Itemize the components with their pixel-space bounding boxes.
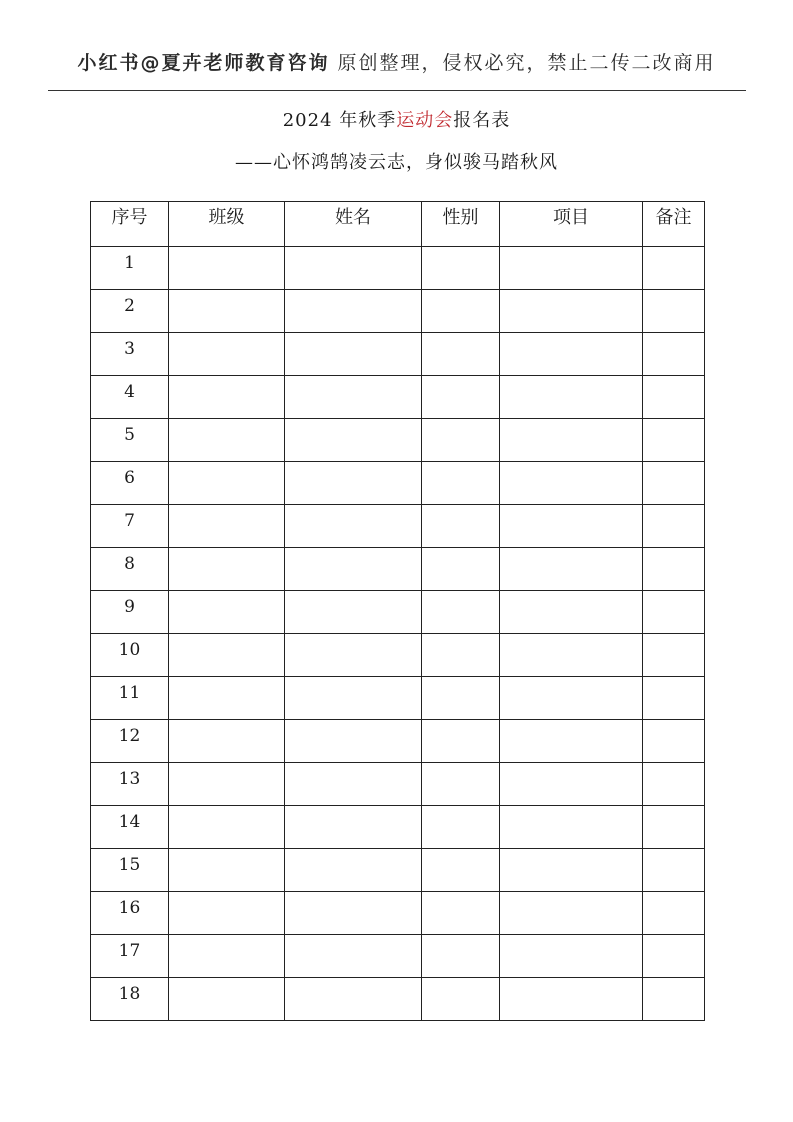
name-cell[interactable] (285, 591, 422, 634)
name-cell[interactable] (285, 247, 422, 290)
class-cell[interactable] (169, 591, 285, 634)
table-row (91, 419, 705, 462)
class-cell[interactable] (169, 935, 285, 978)
column-header-gender: 性别 (422, 202, 500, 247)
event-cell[interactable] (500, 247, 643, 290)
row-number-cell: 5 (91, 419, 169, 462)
name-cell[interactable] (285, 333, 422, 376)
name-cell[interactable] (285, 720, 422, 763)
class-cell[interactable] (169, 419, 285, 462)
row-number-cell: 6 (91, 462, 169, 505)
row-number-cell: 4 (91, 376, 169, 419)
table-row (91, 505, 705, 548)
table-row (91, 462, 705, 505)
table-row (91, 591, 705, 634)
name-cell[interactable] (285, 849, 422, 892)
event-cell[interactable] (500, 419, 643, 462)
table-row (91, 376, 705, 419)
gender-cell[interactable] (422, 720, 500, 763)
class-cell[interactable] (169, 290, 285, 333)
event-cell[interactable] (500, 376, 643, 419)
gender-cell[interactable] (422, 376, 500, 419)
row-number-cell: 9 (91, 591, 169, 634)
remarks-cell[interactable] (643, 505, 705, 548)
gender-cell[interactable] (422, 806, 500, 849)
class-cell[interactable] (169, 978, 285, 1021)
remarks-cell[interactable] (643, 935, 705, 978)
gender-cell[interactable] (422, 892, 500, 935)
class-cell[interactable] (169, 376, 285, 419)
gender-cell[interactable] (422, 505, 500, 548)
name-cell[interactable] (285, 978, 422, 1021)
remarks-cell[interactable] (643, 419, 705, 462)
class-cell[interactable] (169, 634, 285, 677)
table-row (91, 333, 705, 376)
gender-cell[interactable] (422, 677, 500, 720)
table-row (91, 806, 705, 849)
gender-cell[interactable] (422, 333, 500, 376)
row-number-cell: 15 (91, 849, 169, 892)
class-cell[interactable] (169, 806, 285, 849)
gender-cell[interactable] (422, 634, 500, 677)
name-cell[interactable] (285, 935, 422, 978)
row-number-cell: 2 (91, 290, 169, 333)
gender-cell[interactable] (422, 247, 500, 290)
event-cell[interactable] (500, 763, 643, 806)
page-title (0, 106, 793, 132)
column-header-name: 姓名 (285, 202, 422, 247)
row-number-cell: 18 (91, 978, 169, 1021)
column-header-number: 序号 (91, 202, 169, 247)
table-row (91, 763, 705, 806)
event-cell[interactable] (500, 720, 643, 763)
table-row (91, 634, 705, 677)
remarks-cell[interactable] (643, 333, 705, 376)
gender-cell[interactable] (422, 462, 500, 505)
page-subtitle: ——心怀鸿鹄凌云志，身似骏马踏秋风 (235, 152, 558, 173)
class-cell[interactable] (169, 333, 285, 376)
copyright-notice: 原创整理，侵权必究，禁止二传二改商用 (329, 52, 716, 74)
row-number-cell: 12 (91, 720, 169, 763)
column-header-event: 项目 (500, 202, 643, 247)
event-cell[interactable] (500, 849, 643, 892)
gender-cell[interactable] (422, 978, 500, 1021)
event-cell[interactable] (500, 462, 643, 505)
name-cell[interactable] (285, 290, 422, 333)
table-row (91, 978, 705, 1021)
name-cell[interactable] (285, 806, 422, 849)
gender-cell[interactable] (422, 290, 500, 333)
header-divider (48, 90, 746, 91)
class-cell[interactable] (169, 247, 285, 290)
event-cell[interactable] (500, 548, 643, 591)
row-number-cell: 10 (91, 634, 169, 677)
name-cell[interactable] (285, 376, 422, 419)
table-body (91, 247, 705, 1021)
registration-table (90, 201, 705, 1021)
event-cell[interactable] (500, 978, 643, 1021)
gender-cell[interactable] (422, 849, 500, 892)
row-number-cell: 8 (91, 548, 169, 591)
event-cell[interactable] (500, 634, 643, 677)
table-header-row (91, 202, 705, 247)
class-cell[interactable] (169, 892, 285, 935)
column-header-remarks: 备注 (643, 202, 705, 247)
class-cell[interactable] (169, 849, 285, 892)
event-cell[interactable] (500, 892, 643, 935)
row-number-cell: 7 (91, 505, 169, 548)
remarks-cell[interactable] (643, 892, 705, 935)
remarks-cell[interactable] (643, 806, 705, 849)
name-cell[interactable] (285, 505, 422, 548)
class-cell[interactable] (169, 462, 285, 505)
gender-cell[interactable] (422, 935, 500, 978)
gender-cell[interactable] (422, 548, 500, 591)
remarks-cell[interactable] (643, 290, 705, 333)
table-row (91, 548, 705, 591)
event-cell[interactable] (500, 677, 643, 720)
remarks-cell[interactable] (643, 462, 705, 505)
event-cell[interactable] (500, 806, 643, 849)
remarks-cell[interactable] (643, 763, 705, 806)
class-cell[interactable] (169, 505, 285, 548)
row-number-cell: 3 (91, 333, 169, 376)
gender-cell[interactable] (422, 419, 500, 462)
gender-cell[interactable] (422, 591, 500, 634)
title-suffix: 报名表 (453, 110, 511, 131)
row-number-cell: 14 (91, 806, 169, 849)
remarks-cell[interactable] (643, 720, 705, 763)
event-cell[interactable] (500, 505, 643, 548)
table-row (91, 892, 705, 935)
event-cell[interactable] (500, 591, 643, 634)
table-row (91, 290, 705, 333)
class-cell[interactable] (169, 720, 285, 763)
column-header-class: 班级 (169, 202, 285, 247)
name-cell[interactable] (285, 419, 422, 462)
table-row (91, 935, 705, 978)
title-prefix: 2024 年秋季 (282, 110, 397, 131)
name-cell[interactable] (285, 677, 422, 720)
row-number-cell: 13 (91, 763, 169, 806)
title-accent: 运动会 (396, 110, 454, 131)
remarks-cell[interactable] (643, 548, 705, 591)
class-cell[interactable] (169, 763, 285, 806)
table-row (91, 849, 705, 892)
table-row (91, 677, 705, 720)
event-cell[interactable] (500, 935, 643, 978)
remarks-cell[interactable] (643, 677, 705, 720)
row-number-cell: 11 (91, 677, 169, 720)
row-number-cell: 16 (91, 892, 169, 935)
row-number-cell: 17 (91, 935, 169, 978)
name-cell[interactable] (285, 763, 422, 806)
class-cell[interactable] (169, 548, 285, 591)
remarks-cell[interactable] (643, 849, 705, 892)
remarks-cell[interactable] (643, 978, 705, 1021)
name-cell[interactable] (285, 634, 422, 677)
name-cell[interactable] (285, 462, 422, 505)
remarks-cell[interactable] (643, 634, 705, 677)
remarks-cell[interactable] (643, 376, 705, 419)
remarks-cell[interactable] (643, 591, 705, 634)
name-cell[interactable] (285, 892, 422, 935)
row-number-cell: 1 (91, 247, 169, 290)
event-cell[interactable] (500, 290, 643, 333)
gender-cell[interactable] (422, 763, 500, 806)
watermark-header (0, 48, 793, 75)
name-cell[interactable] (285, 548, 422, 591)
table-row (91, 247, 705, 290)
table-row (91, 720, 705, 763)
event-cell[interactable] (500, 333, 643, 376)
brand-name: 小红书@夏卉老师教育咨询 (77, 52, 330, 74)
remarks-cell[interactable] (643, 247, 705, 290)
class-cell[interactable] (169, 677, 285, 720)
